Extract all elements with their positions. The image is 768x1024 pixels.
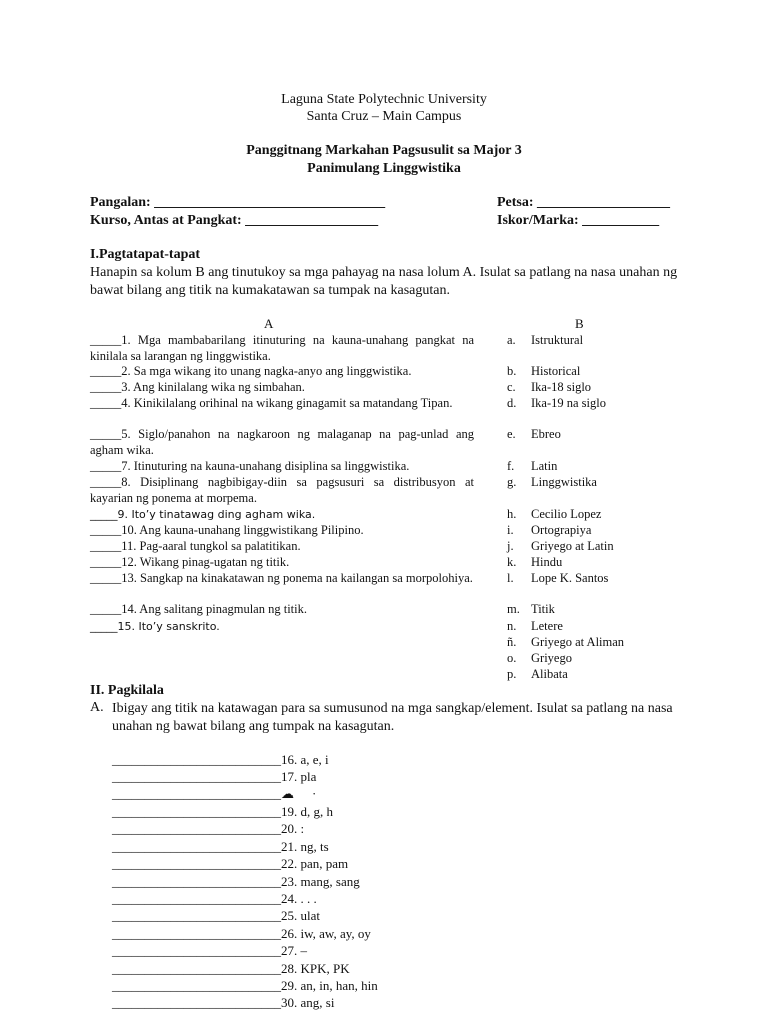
part2-sub-letter: A.: [90, 700, 104, 715]
identification-item: __________________________21. ng, ts: [112, 839, 329, 854]
choice-item: m. Titik: [507, 602, 555, 616]
identification-item: __________________________20. :: [112, 821, 305, 836]
matching-item: _____10. Ang kauna-unahang linggwistikang Pilipino.: [90, 523, 364, 537]
part2-instructions: Ibigay ang titik na katawagan para sa sumusunod na mga sangkap/element. Isulat sa patlang na nasa unahan ng bawat bilang ang tumpak na kasagutan.: [112, 701, 673, 734]
identification-item: __________________________24. . . .: [112, 891, 317, 906]
matching-item: _____8. Disiplinang nagbibigay-diin sa pagsusuri sa distribusyon at kayarian ng ponema at morpema.: [90, 475, 474, 505]
choice-item: ñ. Griyego at Aliman: [507, 635, 625, 649]
column-b-heading: B: [575, 316, 584, 331]
matching-item: _____1. Mga mambabarilang itinuturing na kauna-unahang pangkat na kinilala sa larangan ng linggwistika.: [90, 333, 474, 363]
matching-item: _____9. Ito’y tinatawag ding agham wika.: [90, 508, 316, 521]
matching-item: _____12. Wikang pinag-ugatan ng titik.: [90, 555, 290, 569]
date-field: Petsa: ___________________: [497, 195, 671, 210]
identification-item: __________________________28. KPK, PK: [112, 961, 350, 976]
cloud-symbol-icon: ☁: [281, 787, 294, 802]
choice-item: l. Lope K. Santos: [507, 571, 609, 585]
identification-item: __________________________30. ang, si: [112, 995, 335, 1010]
matching-item: _____2. Sa mga wikang ito unang nagka-anyo ang linggwistika.: [90, 364, 412, 378]
identification-item: __________________________29. an, in, han, hin: [112, 978, 378, 993]
matching-item: _____11. Pag-aaral tungkol sa palatitikan.: [90, 539, 301, 553]
university-name: Laguna State Polytechnic University: [281, 92, 487, 107]
identification-item: __________________________19. d, g, h: [112, 804, 333, 819]
score-field: Iskor/Marka: ___________: [497, 213, 660, 228]
part2-title: II. Pagkilala: [90, 683, 164, 698]
choice-item: f. Latin: [507, 459, 558, 473]
matching-item: _____3. Ang kinilalang wika ng simbahan.: [90, 380, 305, 394]
exam-title: Panggitnang Markahan Pagsusulit sa Major 3: [246, 143, 522, 158]
subject-title: Panimulang Linggwistika: [307, 161, 461, 176]
identification-item: __________________________26. iw, aw, ay, oy: [112, 926, 371, 941]
matching-item: _____14. Ang salitang pinagmulan ng titik.: [90, 602, 307, 616]
choice-item: e. Ebreo: [507, 427, 561, 441]
identification-item: __________________________27. –: [112, 943, 307, 958]
choice-item: a. Istruktural: [507, 333, 584, 347]
choice-item: j. Griyego at Latin: [507, 539, 614, 553]
matching-item: _____4. Kinikilalang orihinal na wikang ginagamit sa matandang Tipan.: [90, 396, 453, 410]
choice-item: k. Hindu: [507, 555, 563, 569]
part1-instructions: Hanapin sa kolum B ang tinutukoy sa mga pahayag na nasa lolum A. Isulat sa patlang na nasa unahan ng bawat bilang ang titik na kumakatawan sa tumpak na kasagutan.: [90, 265, 678, 298]
choice-item: h. Cecilio Lopez: [507, 507, 602, 521]
choice-item: o. Griyego: [507, 651, 572, 665]
choice-item: p. Alibata: [507, 667, 568, 681]
identification-item: __________________________☁ ·: [112, 786, 317, 802]
part1-title: I.Pagtatapat-tapat: [90, 247, 201, 262]
choice-item: c. Ika-18 siglo: [507, 380, 592, 394]
identification-item: __________________________25. ulat: [112, 908, 320, 923]
column-a-heading: A: [264, 316, 274, 331]
campus-name: Santa Cruz – Main Campus: [306, 109, 462, 124]
name-field: Pangalan: _________________________________: [90, 195, 386, 210]
identification-item: __________________________22. pan, pam: [112, 856, 349, 871]
matching-item: _____13. Sangkap na kinakatawan ng ponema na kailangan sa morpolohiya.: [90, 571, 473, 585]
choice-item: i. Ortograpiya: [507, 523, 592, 537]
choice-item: n. Letere: [507, 619, 563, 633]
identification-item: __________________________16. a, e, i: [112, 752, 329, 767]
identification-item: __________________________17. pla: [112, 769, 317, 784]
identification-item: __________________________23. mang, sang: [112, 874, 360, 889]
course-field: Kurso, Antas at Pangkat: ___________________: [90, 213, 379, 228]
matching-item: _____5. Siglo/panahon na nagkaroon ng malaganap na pag-unlad ang agham wika.: [90, 427, 474, 457]
choice-item: g. Linggwistika: [507, 475, 597, 489]
choice-item: d. Ika-19 na siglo: [507, 396, 606, 410]
matching-item: _____7. Itinuturing na kauna-unahang disiplina sa linggwistika.: [90, 459, 410, 473]
choice-item: b. Historical: [507, 364, 581, 378]
matching-item: _____15. Ito’y sanskrito.: [90, 620, 220, 633]
